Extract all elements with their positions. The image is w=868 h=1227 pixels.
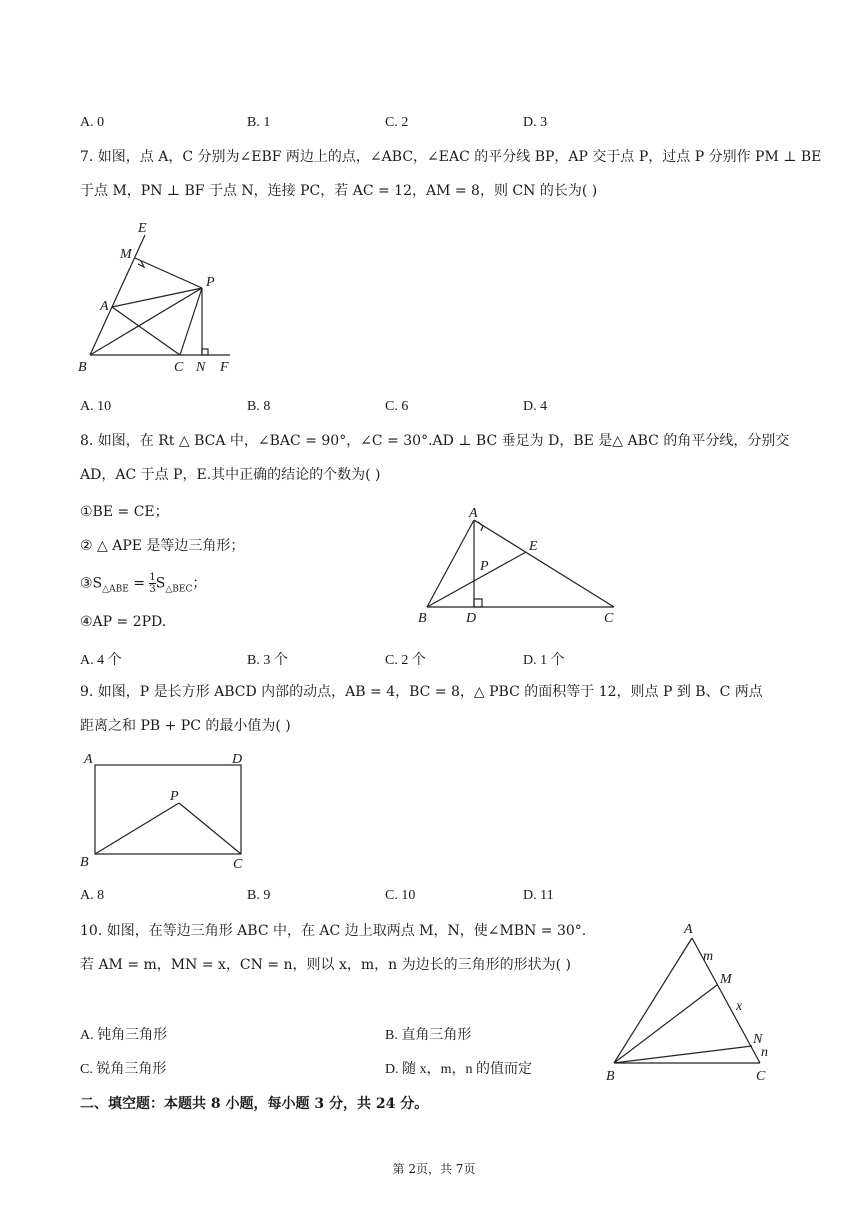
q7-label-f: F	[220, 360, 229, 375]
q7-label-p: P	[206, 275, 215, 290]
q8-text-line1: 8. 如图，在 Rt △ BCA 中，∠BAC = 90°，∠C = 30°.AD ⊥ BC 垂足为 D，BE 是△ ABC 的角平分线，分别交	[80, 433, 790, 449]
q8-label-p: P	[480, 559, 489, 574]
q10-text-line1: 10. 如图，在等边三角形 ABC 中，在 AC 边上取两点 M，N，使∠MBN = 30°.	[80, 923, 587, 939]
q9-label-b: B	[80, 855, 89, 870]
q7-text-line1: 7. 如图，点 A，C 分别为∠EBF 两边上的点，∠ABC，∠EAC 的平分线 BP，AP 交于点 P，过点 P 分别作 PM ⊥ BE	[80, 149, 822, 165]
q8-label-a: A	[469, 506, 478, 521]
q10-label-b: B	[606, 1069, 615, 1084]
q6-option-c: C. 2	[385, 115, 409, 130]
q6-option-a: A. 0	[80, 115, 105, 130]
q6-option-b: B. 1	[247, 115, 271, 130]
q10-label-a: A	[684, 922, 693, 937]
q10-label-m-lower: m	[703, 949, 714, 964]
q8-statement-4: ④AP = 2PD.	[80, 614, 167, 630]
q8-label-c: C	[604, 611, 614, 626]
q10-text-line2: 若 AM = m，MN = x，CN = n，则以 x，m，n 为边长的三角形的形状为( )	[80, 957, 571, 973]
q10-line-bm	[614, 985, 717, 1063]
q9-text-line2: 距离之和 PB + PC 的最小值为( )	[80, 718, 291, 734]
q10-option-d: D. 随 x，m，n 的值而定	[385, 1062, 532, 1077]
q8-option-a: A. 4 个	[80, 653, 122, 668]
q8-statement-3: $③S_{\triangle ABE}$ = $\frac{1}{3}$ $S_{\triangle BEC}$；	[80, 572, 207, 595]
q10-label-n-lower: n	[761, 1045, 768, 1060]
page-footer: 第 2页，共 7页	[392, 1162, 476, 1176]
q7-label-c: C	[174, 360, 184, 375]
q9-option-b: B. 9	[247, 888, 271, 903]
q7-option-a: A. 10	[80, 399, 112, 414]
q9-label-c: C	[233, 857, 243, 872]
q9-option-c: C. 10	[385, 888, 416, 903]
q9-label-a: A	[84, 752, 93, 767]
q10-label-x: x	[736, 999, 743, 1014]
q7-option-c: C. 6	[385, 399, 409, 414]
q8-statement-1: ①BE = CE；	[80, 504, 169, 520]
q9-label-d: D	[232, 752, 243, 767]
q7-label-b: B	[78, 360, 87, 375]
q10-line-bn	[614, 1046, 752, 1063]
q7-label-e: E	[138, 221, 147, 236]
q10-option-c: C. 锐角三角形	[80, 1062, 167, 1077]
q10-option-a: A. 钝角三角形	[80, 1028, 168, 1043]
q8-option-c: C. 2 个	[385, 653, 426, 668]
q8-option-b: B. 3 个	[247, 653, 288, 668]
q7-option-d: D. 4	[523, 399, 548, 414]
q7-label-n: N	[196, 360, 206, 375]
q7-label-a: A	[100, 299, 109, 314]
q10-label-n: N	[753, 1032, 763, 1047]
q8-statement-2: ② △ APE 是等边三角形；	[80, 538, 245, 554]
q9-text-line1: 9. 如图，P 是长方形 ABCD 内部的动点，AB = 4，BC = 8，△ PBC 的面积等于 12，则点 P 到 B、C 两点	[80, 684, 763, 700]
q10-option-b: B. 直角三角形	[385, 1028, 472, 1043]
q7-option-b: B. 8	[247, 399, 271, 414]
q7-label-m: M	[120, 247, 132, 262]
q8-label-e: E	[529, 539, 538, 554]
q10-label-c: C	[756, 1069, 766, 1084]
q8-option-d: D. 1 个	[523, 653, 565, 668]
q7-text-line2: 于点 M，PN ⊥ BF 于点 N，连接 PC，若 AC = 12，AM = 8，则 CN 的长为( )	[80, 183, 598, 199]
q10-label-m: M	[720, 972, 732, 987]
q9-label-p: P	[170, 789, 179, 804]
q9-option-a: A. 8	[80, 888, 105, 903]
q9-option-d: D. 11	[523, 888, 554, 903]
section-title-fill-in: 二、填空题：本题共 8 小题，每小题 3 分，共 24 分。	[80, 1096, 429, 1112]
q10-line-ab	[614, 938, 692, 1063]
q8-label-d: D	[466, 611, 477, 626]
q6-option-d: D. 3	[523, 115, 548, 130]
q8-text-line2: AD，AC 于点 P，E.其中正确的结论的个数为( )	[80, 467, 381, 483]
q8-label-b: B	[418, 611, 427, 626]
